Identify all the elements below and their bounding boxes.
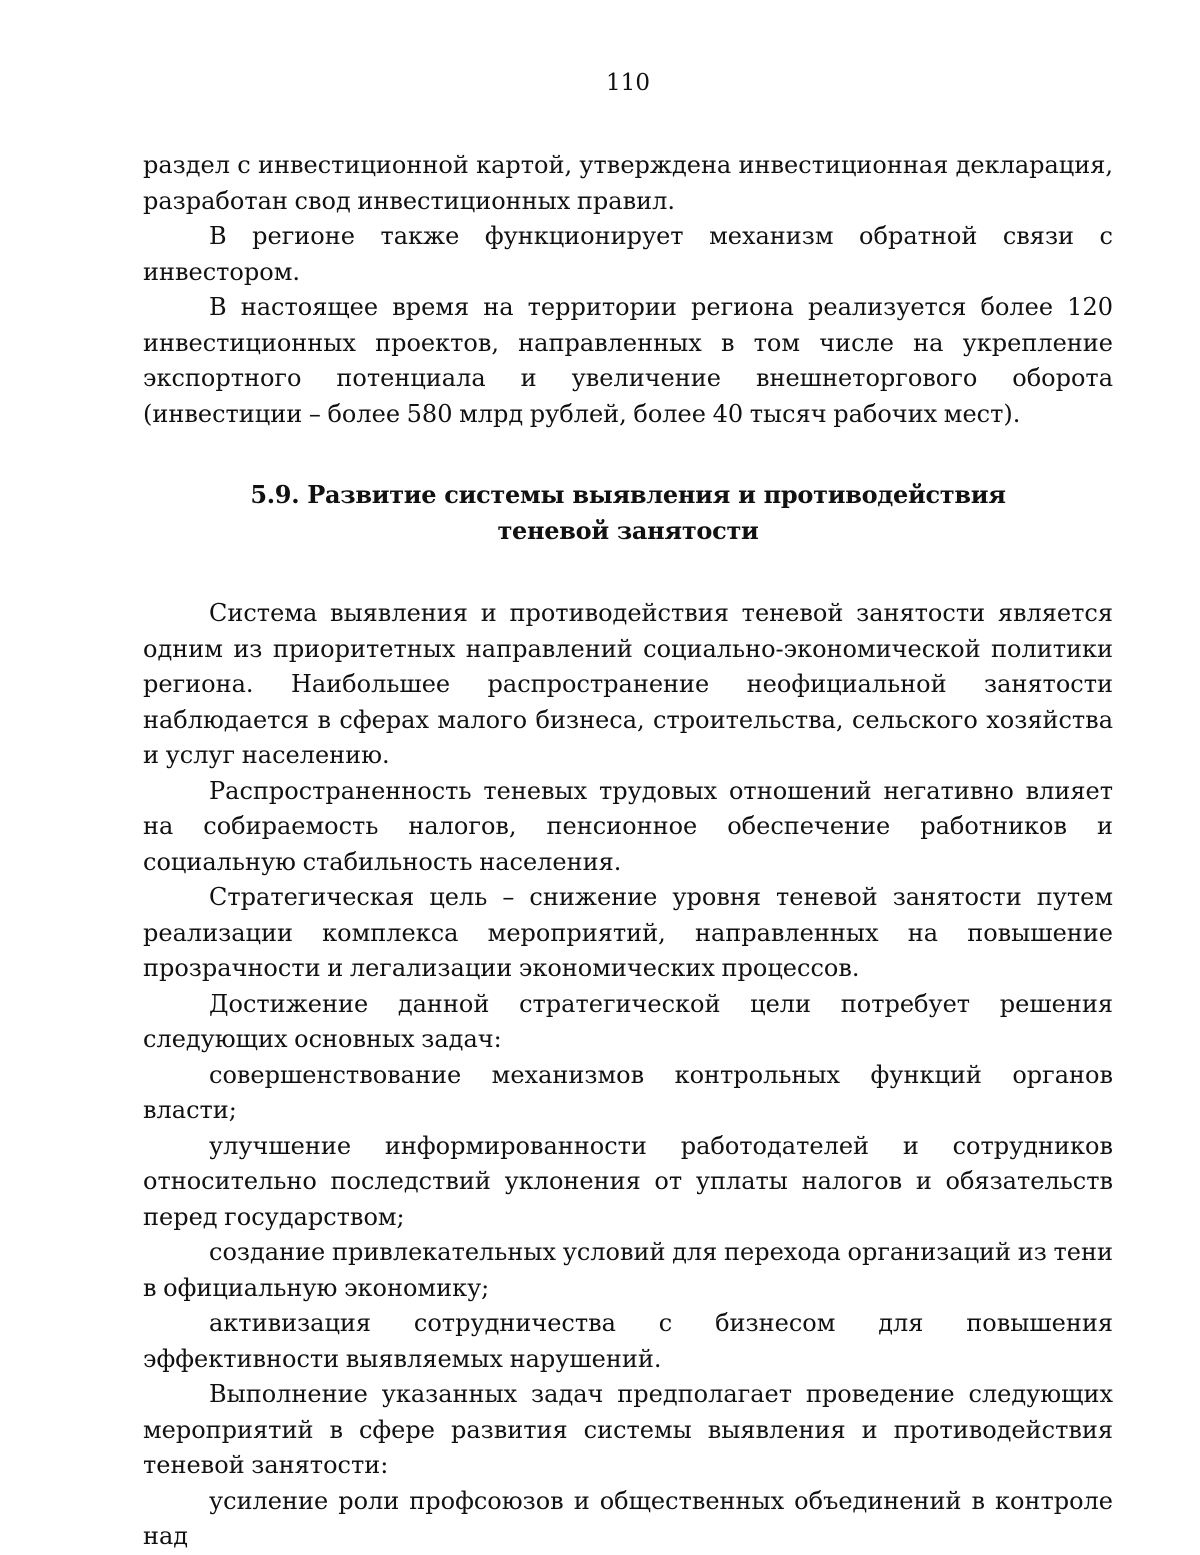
section-heading-line: теневой занятости <box>497 515 759 545</box>
list-item: улучшение информированности работодателей и сотрудников относительно последствий уклонения от уплаты налогов и обязательств перед государством; <box>143 1131 1113 1231</box>
list-item: усиление роли профсоюзов и общественных объединений в контроле над <box>143 1486 1113 1550</box>
paragraph: Достижение данной стратегической цели потребует решения следующих основных задач: <box>143 989 1113 1053</box>
section-heading <box>143 477 1113 548</box>
page-content <box>143 148 1113 1555</box>
paragraph: Распространенность теневых трудовых отношений негативно влияет на собираемость налогов, пенсионное обеспечение работников и социальную стабильность населения. <box>143 776 1113 876</box>
list-item: активизация сотрудничества с бизнесом для повышения эффективности выявляемых нарушений. <box>143 1309 1113 1373</box>
page-number: 110 <box>606 70 650 96</box>
list-item: совершенствование механизмов контрольных функций органов власти; <box>143 1060 1113 1124</box>
section-heading-line: 5.9. Развитие системы выявления и противодействия <box>250 480 1006 509</box>
list-item: создание привлекательных условий для перехода организаций из тени в официальную экономику; <box>143 1238 1113 1302</box>
paragraph: раздел с инвестиционной картой, утверждена инвестиционная декларация, разработан свод инвестиционных правил. <box>143 151 1113 215</box>
paragraph: Выполнение указанных задач предполагает проведение следующих мероприятий в сфере развития системы выявления и противодействия теневой занятости: <box>143 1380 1113 1479</box>
paragraph: В регионе также функционирует механизм обратной связи с инвестором. <box>143 222 1113 286</box>
paragraph: Система выявления и противодействия теневой занятости является одним из приоритетных направлений социально-экономической политики региона. Наибольшее распространение неофициальной занятости наблюдается в сферах малого бизнеса, строительства, сельского хозяйства и услуг населению. <box>143 599 1113 769</box>
paragraph: Стратегическая цель – снижение уровня теневой занятости путем реализации комплекса мероприятий, направленных на повышение прозрачности и легализации экономических процессов. <box>143 883 1113 982</box>
paragraph: В настоящее время на территории региона реализуется более 120 инвестиционных проектов, направленных в том числе на укрепление экспортного потенциала и увеличение внешнеторгового оборота (инвестиции – более 580 млрд рублей, более 40 тысяч рабочих мест). <box>143 293 1113 428</box>
